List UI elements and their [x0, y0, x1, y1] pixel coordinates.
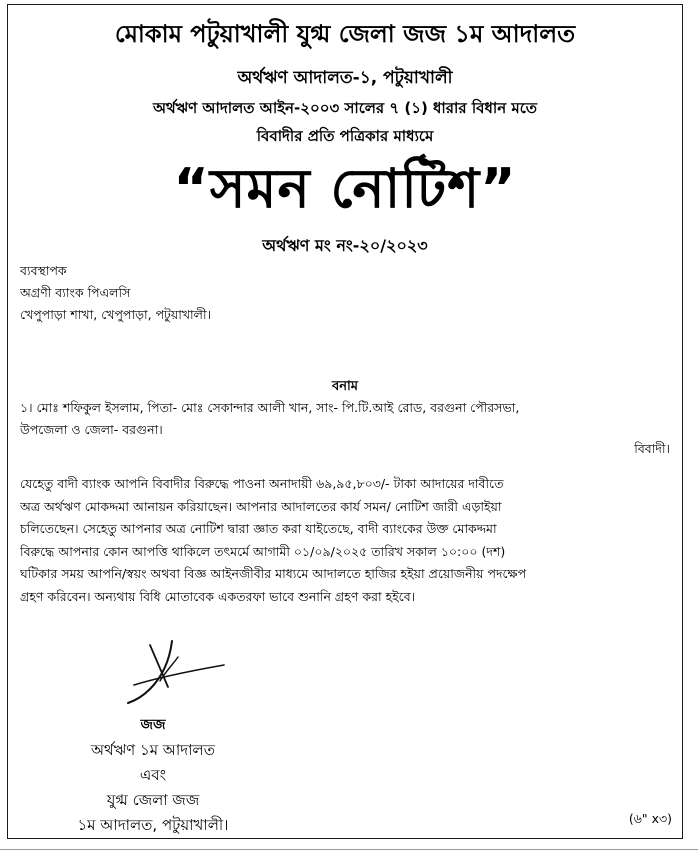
court-subtitle: অর্থঋণ আদালত-১, পটুয়াখালী — [237, 68, 453, 88]
notice-medium: বিবাদীর প্রতি পত্রিকার মাধ্যমে — [256, 127, 434, 145]
signatory-line: ১ম আদালত, পটুয়াখালী। — [77, 816, 229, 834]
defendant-details — [20, 397, 672, 441]
signatory-title: জজ — [140, 717, 166, 733]
signature-image — [120, 637, 230, 707]
body-line: গ্রহণ করিবেন। অন্যথায় বিধি মোতাবেক একতরফা ভাবে শুনানি গ্রহণ করা হইবে। — [20, 588, 416, 604]
defendant-line: উপজেলা ও জেলা- বরগুনা। — [20, 422, 163, 437]
body-line: অত্র অর্থঋণ মোকদ্দমা আনায়ন করিয়াছেন। আপনার আদালতের কার্য সমন/ নোটিশ জারী এড়াইয়া — [20, 498, 502, 514]
court-name: মোকাম পটুয়াখালী যুগ্ম জেলা জজ ১ম আদালত — [114, 20, 576, 48]
signatory-block — [38, 713, 268, 838]
plaintiff-designation: ব্যবস্থাপক — [20, 263, 67, 278]
plaintiff-branch: খেপুপাড়া শাখা, খেপুপাড়া, পটুয়াখালী। — [20, 307, 212, 322]
body-line: বিরুদ্ধে আপনার কোন আপত্তি থাকিলে তৎমর্মে আগামী ০১/০৯/২০২৫ তারিখ সকাল ১০:০০ (দশ) — [20, 543, 506, 559]
bottom-divider — [0, 849, 698, 850]
case-number: অর্থঋণ মং নং-২০/২০২৩ — [262, 236, 428, 255]
summons-notice — [7, 4, 683, 839]
body-line: ঘটিকার সময় আপনি/স্বয়ং অথবা বিজ্ঞ আইনজীবীর মাধ্যমে আদালতে হাজির হইয়া প্রয়োজনীয় পদক্ষেপ — [20, 566, 527, 581]
notice-title: “সমন নোটিশ” — [173, 157, 517, 220]
defendant-line: ১। মোঃ শফিকুল ইসলাম, পিতা- মোঃ সেকান্দার আলী খান, সাং- পি.টি.আই রোড, বরগুনা পৌরসভা, — [20, 400, 520, 415]
plaintiff-bank: অগ্রণী ব্যাংক পিএলসি — [20, 285, 131, 300]
signatory-line: অর্থঋণ ১ম আদালত — [91, 741, 215, 759]
body-line: চলিতেছেন। সেহেতু আপনার অত্র নোটিশ দ্বারা জ্ঞাত করা যাইতেছে, বাদী ব্যাংকের উক্ত মোকদ্দমা — [20, 521, 497, 536]
versus-label: বনাম — [332, 379, 358, 394]
ad-size-tag: (৬" x৩) — [628, 811, 672, 826]
plaintiff-address — [20, 260, 211, 326]
notice-body — [20, 473, 672, 608]
defendant-role: বিবাদী। — [634, 441, 670, 456]
law-reference: অর্থঋণ আদালত আইন-২০০৩ সালের ৭ (১) ধারার বিধান মতে — [152, 99, 538, 117]
signatory-line: যুগ্ম জেলা জজ — [106, 791, 200, 809]
body-line: যেহেতু বাদী ব্যাংক আপনি বিবাদীর বিরুদ্ধে পাওনা অনাদায়ী ৬৯,৯৫,৮০৩/- টাকা আদায়ের দাবীতে — [20, 476, 504, 491]
signatory-line: এবং — [139, 766, 167, 784]
